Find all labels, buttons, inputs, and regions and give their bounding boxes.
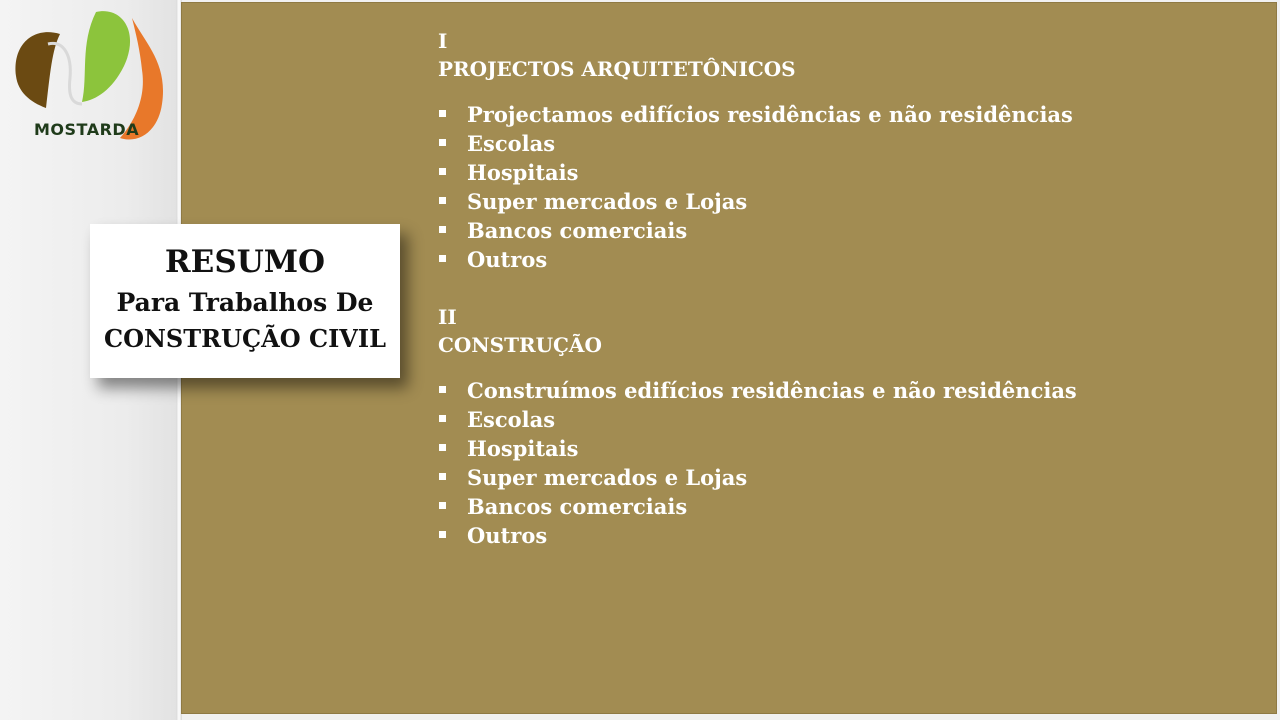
list-item-text: Hospitais xyxy=(467,160,579,185)
bullet-square-icon xyxy=(439,255,446,262)
list-item-text: Bancos comerciais xyxy=(467,218,688,243)
list-item-text: Bancos comerciais xyxy=(467,494,688,519)
title-line-3: CONSTRUÇÃO CIVIL xyxy=(103,324,387,353)
bullet-square-icon xyxy=(439,444,446,451)
section-title: CONSTRUÇÃO xyxy=(438,333,602,357)
list-item-text: Construímos edifícios residências e não residências xyxy=(467,378,1077,403)
section-number: II xyxy=(438,305,457,329)
bullet-square-icon xyxy=(439,502,446,509)
list-item xyxy=(438,376,1077,405)
bullet-square-icon xyxy=(439,226,446,233)
list-item-text: Hospitais xyxy=(467,436,579,461)
bullet-square-icon xyxy=(439,197,446,204)
logo-text: MOSTARDA xyxy=(34,120,140,139)
list-item xyxy=(438,245,1073,274)
list-item xyxy=(438,129,1073,158)
list-item-text: Outros xyxy=(467,247,548,272)
section-item-list xyxy=(438,376,1077,550)
list-item xyxy=(438,463,1077,492)
bullet-square-icon xyxy=(439,386,446,393)
section-projectos xyxy=(438,28,1073,274)
section-title: PROJECTOS ARQUITETÔNICOS xyxy=(438,57,796,81)
bullet-square-icon xyxy=(439,531,446,538)
section-item-list xyxy=(438,100,1073,274)
bullet-square-icon xyxy=(439,110,446,117)
bullet-square-icon xyxy=(439,168,446,175)
title-card xyxy=(90,224,400,378)
bullet-square-icon xyxy=(439,139,446,146)
list-item-text: Outros xyxy=(467,523,548,548)
bullet-square-icon xyxy=(439,415,446,422)
list-item xyxy=(438,100,1073,129)
list-item xyxy=(438,216,1073,245)
list-item xyxy=(438,187,1073,216)
section-number: I xyxy=(438,29,448,53)
list-item xyxy=(438,158,1073,187)
list-item-text: Projectamos edifícios residências e não residências xyxy=(467,102,1073,127)
list-item xyxy=(438,492,1077,521)
list-item-text: Escolas xyxy=(467,131,556,156)
company-logo xyxy=(12,4,178,144)
list-item xyxy=(438,405,1077,434)
title-line-1: RESUMO xyxy=(164,244,326,280)
list-item xyxy=(438,521,1077,550)
list-item-text: Super mercados e Lojas xyxy=(467,189,748,214)
list-item xyxy=(438,434,1077,463)
list-item-text: Super mercados e Lojas xyxy=(467,465,748,490)
section-construcao xyxy=(438,304,1077,550)
title-line-2: Para Trabalhos De xyxy=(116,288,374,317)
bullet-square-icon xyxy=(439,473,446,480)
list-item-text: Escolas xyxy=(467,407,556,432)
